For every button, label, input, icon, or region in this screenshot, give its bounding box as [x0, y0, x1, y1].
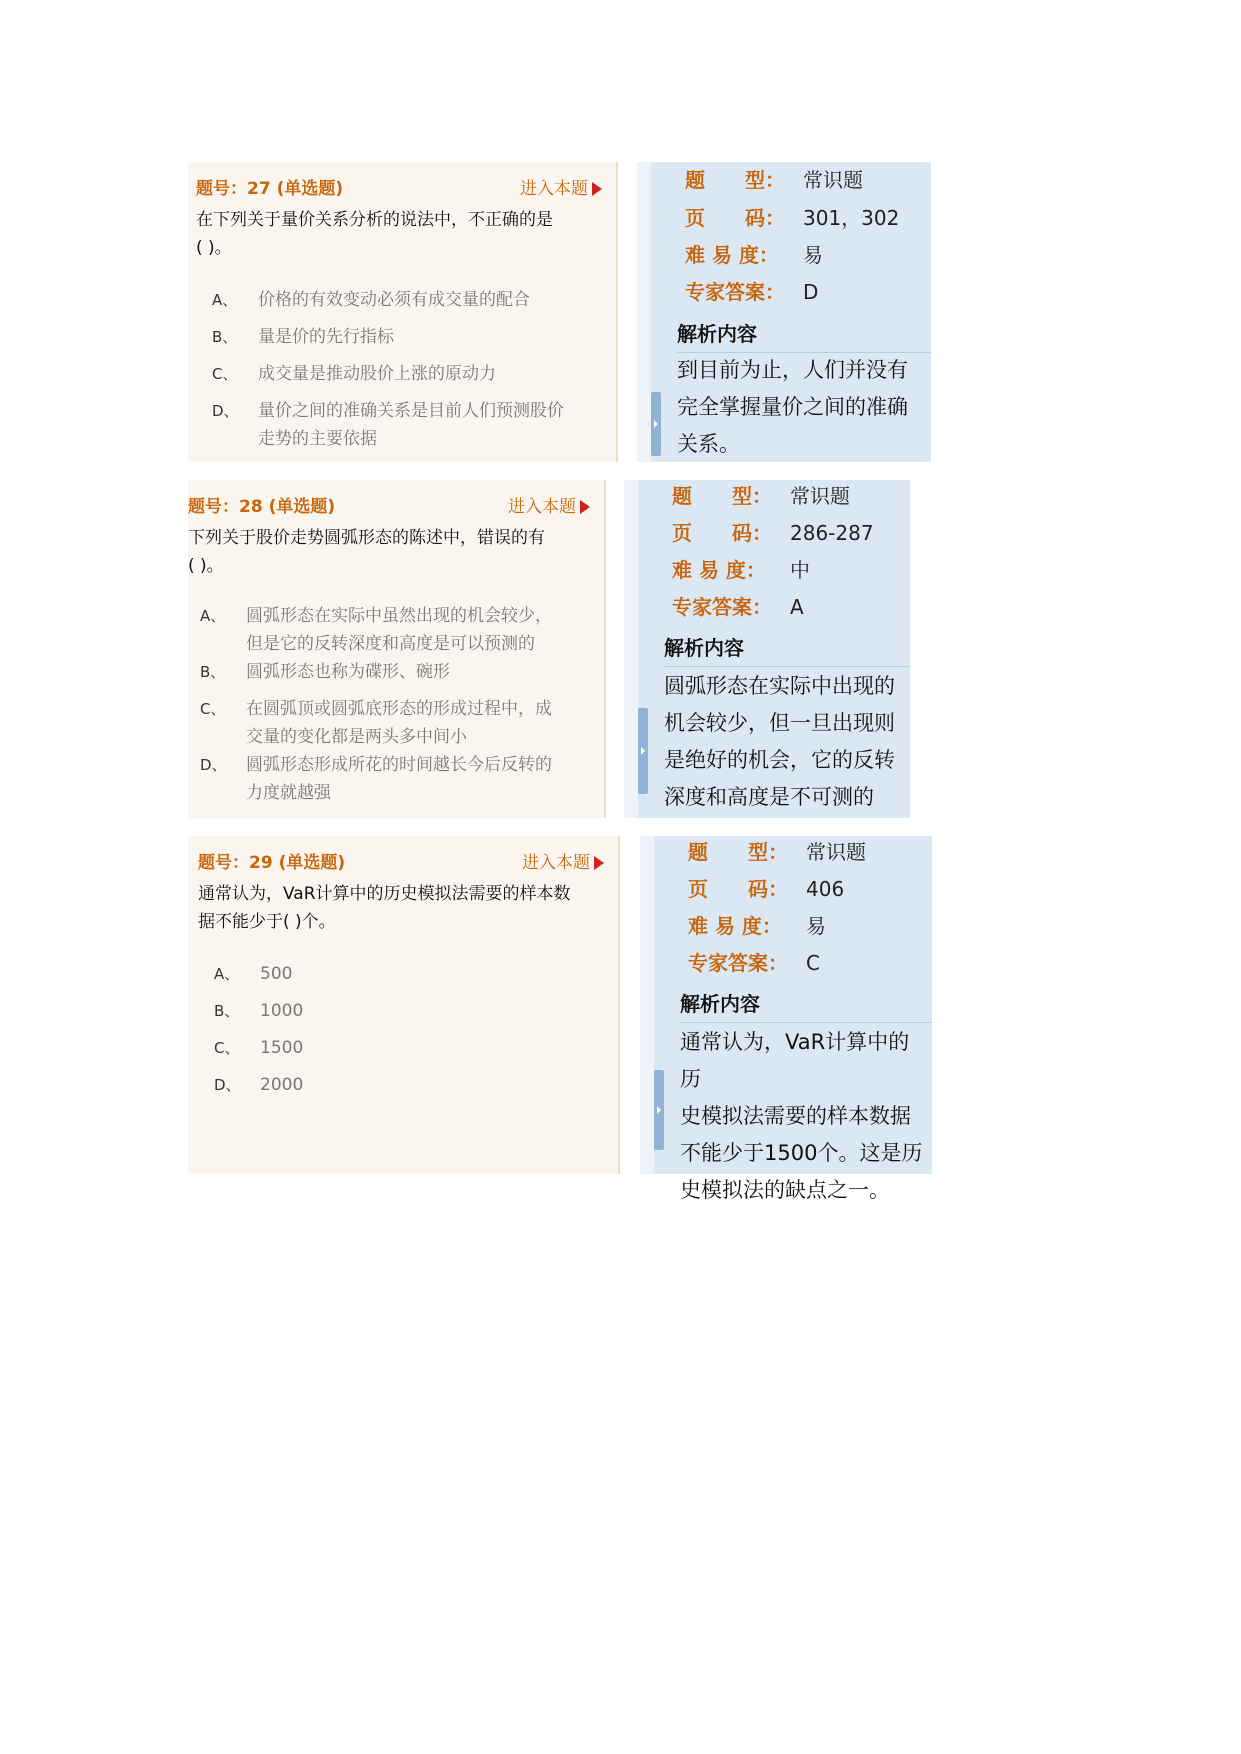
question-number: 题号：28 (单选题): [188, 497, 336, 517]
answer-panel: [624, 480, 910, 818]
option-key: B、: [212, 328, 238, 346]
meta-value: 中: [790, 558, 810, 582]
arrow-right-icon: [594, 856, 604, 870]
meta-page: [672, 517, 874, 547]
option-c[interactable]: [214, 1034, 604, 1062]
analysis-line: 是绝好的机会，它的反转: [664, 748, 895, 772]
option-text: 2000: [260, 1075, 304, 1095]
meta-value: 常识题: [790, 484, 850, 508]
enter-question-link[interactable]: [520, 174, 602, 199]
option-d[interactable]: [200, 751, 590, 807]
analysis-line: 史模拟法的缺点之一。: [680, 1178, 890, 1202]
meta-label: 难 易 度：: [685, 243, 779, 267]
meta-answer: [672, 591, 804, 621]
meta-value: 286-287: [790, 521, 874, 545]
chevron-right-icon: [657, 1106, 661, 1114]
option-key: D、: [214, 1076, 241, 1094]
option-key: C、: [212, 365, 238, 383]
analysis-line: 史模拟法需要的样本数据: [680, 1104, 911, 1128]
analysis-line: 圆弧形态在实际中出现的: [664, 674, 895, 698]
analysis-text: [664, 668, 906, 816]
meta-label: 难 易 度：: [672, 558, 766, 582]
answer-panel: [640, 836, 932, 1202]
meta-value: 易: [803, 243, 823, 267]
meta-label: 专家答案：: [672, 595, 772, 619]
option-key: D、: [212, 402, 239, 420]
option-d[interactable]: [214, 1071, 604, 1099]
collapse-handle[interactable]: [638, 708, 648, 794]
analysis-title: 解析内容: [664, 630, 910, 667]
enter-question-link[interactable]: [508, 492, 590, 517]
meta-value: 易: [806, 914, 826, 938]
option-text: 交量的变化都是两头多中间小: [246, 727, 467, 747]
meta-label: 页 码：: [672, 521, 772, 545]
option-d[interactable]: [212, 397, 602, 453]
arrow-right-icon: [580, 500, 590, 514]
option-text: 量是价的先行指标: [258, 327, 394, 347]
meta-label: 页 码：: [685, 206, 785, 230]
analysis-line: 完全掌握量价之间的准确: [677, 395, 908, 419]
meta-page: [688, 873, 844, 903]
stem-line: 通常认为，VaR计算中的历史模拟法需要的样本数: [198, 884, 571, 904]
option-text: 圆弧形态形成所花的时间越长今后反转的: [246, 755, 552, 775]
meta-label: 专家答案：: [685, 280, 785, 304]
option-text: 量价之间的准确关系是目前人们预测股价: [258, 401, 564, 421]
stem-line: ( )。: [196, 238, 232, 258]
answer-panel: [637, 162, 931, 462]
option-text: 成交量是推动股价上涨的原动力: [258, 364, 496, 384]
enter-question-label: 进入本题: [520, 179, 588, 199]
meta-page: [685, 202, 899, 232]
question-stem: [188, 524, 590, 580]
chevron-right-icon: [641, 747, 645, 755]
question-stem: [196, 206, 602, 262]
question-panel: [188, 836, 620, 1174]
option-text: 圆弧形态在实际中虽然出现的机会较少，: [246, 606, 552, 626]
option-b[interactable]: [214, 997, 604, 1025]
enter-question-label: 进入本题: [508, 497, 576, 517]
stem-line: ( )。: [188, 556, 224, 576]
option-key: B、: [200, 663, 226, 681]
meta-label: 题 型：: [672, 484, 772, 508]
analysis-line: 到目前为止，人们并没有: [677, 358, 908, 382]
meta-label: 题 型：: [685, 168, 785, 192]
analysis-line: 关系。: [677, 432, 740, 456]
analysis-line: 不能少于1500个。这是历: [680, 1141, 923, 1165]
option-key: A、: [214, 965, 240, 983]
meta-type: [685, 164, 863, 194]
option-a[interactable]: [214, 960, 604, 988]
meta-value: D: [803, 280, 819, 304]
enter-question-label: 进入本题: [522, 853, 590, 873]
analysis-line: 机会较少，但一旦出现则: [664, 711, 895, 735]
meta-label: 页 码：: [688, 877, 788, 901]
question-header: [196, 174, 602, 200]
analysis-title: 解析内容: [680, 986, 932, 1023]
option-text: 力度就越强: [246, 783, 331, 803]
option-key: B、: [214, 1002, 240, 1020]
meta-difficulty: [672, 554, 810, 584]
analysis-text: [680, 1024, 928, 1209]
enter-question-link[interactable]: [522, 848, 604, 873]
option-key: C、: [214, 1039, 240, 1057]
question-number: 题号：29 (单选题): [198, 853, 346, 873]
meta-value: A: [790, 595, 804, 619]
option-text: 1500: [260, 1038, 304, 1058]
option-a[interactable]: [200, 602, 590, 658]
arrow-right-icon: [592, 182, 602, 196]
option-key: A、: [212, 291, 238, 309]
option-text: 500: [260, 964, 293, 984]
analysis-line: 通常认为，VaR计算中的历: [680, 1030, 910, 1091]
meta-label: 题 型：: [688, 840, 788, 864]
analysis-text: [677, 352, 927, 463]
option-b[interactable]: [212, 323, 602, 351]
meta-difficulty: [688, 910, 826, 940]
question-stem: [198, 880, 604, 936]
option-text: 圆弧形态也称为碟形、碗形: [246, 662, 450, 682]
meta-value: C: [806, 951, 820, 975]
meta-value: 301，302: [803, 206, 900, 230]
meta-type: [672, 480, 850, 510]
option-text: 价格的有效变动必须有成交量的配合: [258, 290, 530, 310]
option-b[interactable]: [200, 658, 590, 686]
option-text: 1000: [260, 1001, 304, 1021]
meta-answer: [688, 947, 820, 977]
collapse-handle[interactable]: [651, 392, 661, 456]
option-key: A、: [200, 607, 226, 625]
meta-answer: [685, 276, 818, 306]
question-header: [188, 492, 590, 518]
option-text: 但是它的反转深度和高度是可以预测的: [246, 634, 535, 654]
option-a[interactable]: [212, 286, 602, 314]
meta-type: [688, 836, 866, 866]
meta-difficulty: [685, 239, 823, 269]
stem-line: 在下列关于量价关系分析的说法中，不正确的是: [196, 210, 553, 230]
option-text: 走势的主要依据: [258, 429, 377, 449]
analysis-title: 解析内容: [677, 316, 931, 353]
question-number: 题号：27 (单选题): [196, 179, 344, 199]
option-c[interactable]: [200, 695, 590, 751]
stem-line: 据不能少于( )个。: [198, 912, 336, 932]
option-c[interactable]: [212, 360, 602, 388]
question-header: [198, 848, 604, 874]
meta-label: 专家答案：: [688, 951, 788, 975]
chevron-right-icon: [654, 420, 658, 428]
collapse-handle[interactable]: [654, 1070, 664, 1150]
meta-value: 406: [806, 877, 845, 901]
question-panel: [188, 162, 618, 462]
option-key: D、: [200, 756, 227, 774]
meta-value: 常识题: [803, 168, 863, 192]
option-text: 在圆弧顶或圆弧底形态的形成过程中，成: [246, 699, 552, 719]
meta-value: 常识题: [806, 840, 866, 864]
stem-line: 下列关于股价走势圆弧形态的陈述中，错误的有: [188, 528, 545, 548]
meta-label: 难 易 度：: [688, 914, 782, 938]
analysis-line: 深度和高度是不可测的: [664, 785, 874, 809]
question-panel: [188, 480, 606, 818]
option-key: C、: [200, 700, 226, 718]
